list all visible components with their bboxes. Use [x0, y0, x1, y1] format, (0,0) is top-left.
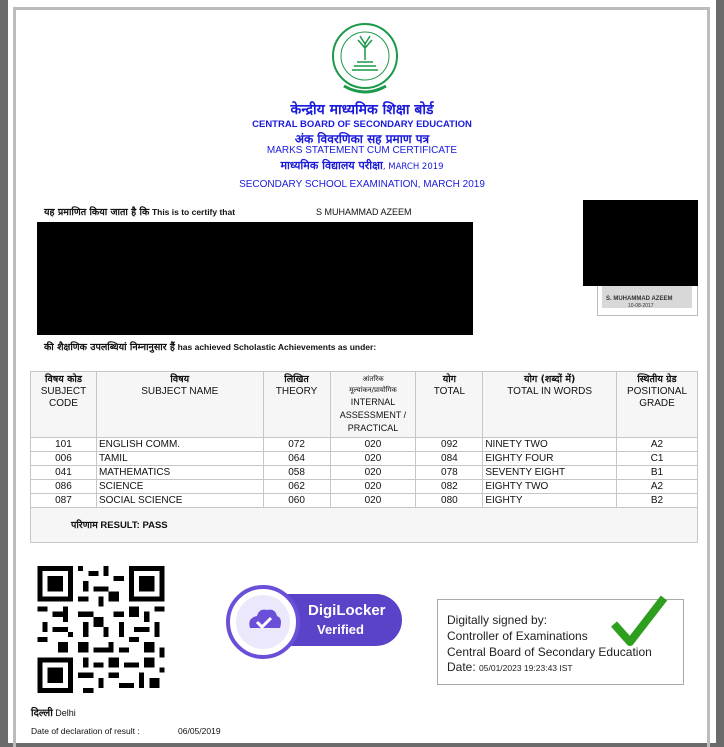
result-cell: परिणाम RESULT: PASS	[31, 508, 698, 543]
photo-date: 10-08-2017	[628, 303, 654, 309]
exam-title-hindi: माध्यमिक विद्यालय परीक्षा, MARCH 2019	[280, 159, 444, 172]
exam-title-english: SECONDARY SCHOOL EXAMINATION, MARCH 2019	[239, 179, 485, 190]
subject-name: MATHEMATICS	[96, 466, 263, 480]
photo-caption: S. MUHAMMAD AZEEM	[606, 296, 673, 302]
subject-code: 041	[31, 466, 97, 480]
board-name-english: CENTRAL BOARD OF SECONDARY EDUCATION	[252, 119, 472, 130]
student-name: S MUHAMMAD AZEEM	[316, 207, 412, 217]
result-row	[31, 508, 698, 543]
header-subject-name: विषय SUBJECT NAME	[96, 372, 263, 438]
theory-marks: 064	[263, 452, 330, 466]
table-row	[31, 466, 698, 480]
total-marks: 084	[416, 452, 483, 466]
subject-code: 006	[31, 452, 97, 466]
table-header-row	[31, 372, 698, 438]
total-in-words: EIGHTY FOUR	[483, 452, 617, 466]
subject-name: TAMIL	[96, 452, 263, 466]
theory-marks: 072	[263, 438, 330, 452]
signature-date: Date: 05/01/2023 19:23:43 IST	[447, 660, 573, 674]
signer-organization: Central Board of Secondary Education	[447, 645, 652, 659]
table-row	[31, 452, 698, 466]
marks-table	[30, 371, 698, 543]
positional-grade: C1	[617, 452, 698, 466]
internal-marks: 020	[330, 438, 416, 452]
total-marks: 082	[416, 480, 483, 494]
declaration-label: Date of declaration of result :	[31, 726, 140, 736]
digilocker-title: DigiLocker	[308, 602, 386, 619]
header-subject-code: विषय कोड SUBJECT CODE	[31, 372, 97, 438]
redacted-details	[37, 222, 473, 335]
internal-marks: 020	[330, 494, 416, 508]
subject-name: ENGLISH COMM.	[96, 438, 263, 452]
table-row	[31, 480, 698, 494]
total-marks: 092	[416, 438, 483, 452]
digital-signature-box	[437, 599, 684, 685]
total-in-words: EIGHTY	[483, 494, 617, 508]
digilocker-badge-icon	[225, 584, 404, 660]
subject-code: 087	[31, 494, 97, 508]
subject-code: 086	[31, 480, 97, 494]
total-marks: 080	[416, 494, 483, 508]
qr-code-icon	[37, 566, 165, 693]
positional-grade: A2	[617, 480, 698, 494]
subject-name: SOCIAL SCIENCE	[96, 494, 263, 508]
theory-marks: 060	[263, 494, 330, 508]
header-total: योग TOTAL	[416, 372, 483, 438]
certificate-title-english: MARKS STATEMENT CUM CERTIFICATE	[266, 145, 458, 156]
achievement-statement: की शैक्षणिक उपलब्धियां निम्नानुसार हैं has achieved Scholastic Achievements as under:	[44, 342, 377, 353]
digilocker-verified-badge	[225, 584, 404, 660]
signer-title: Controller of Examinations	[447, 629, 588, 643]
total-in-words: NINETY TWO	[483, 438, 617, 452]
certify-statement: यह प्रमाणित किया जाता है कि This is to certify that	[44, 207, 236, 218]
board-name-hindi: केन्द्रीय माध्यमिक शिक्षा बोर्ड	[290, 102, 434, 118]
total-in-words: SEVENTY EIGHT	[483, 466, 617, 480]
declaration-date: 06/05/2019	[178, 726, 221, 736]
positional-grade: B1	[617, 466, 698, 480]
signed-by-label: Digitally signed by:	[447, 613, 548, 627]
subject-code: 101	[31, 438, 97, 452]
header-theory: लिखित THEORY	[263, 372, 330, 438]
internal-marks: 020	[330, 466, 416, 480]
header-total-words: योग (शब्दों में) TOTAL IN WORDS	[483, 372, 617, 438]
theory-marks: 058	[263, 466, 330, 480]
table-row	[31, 494, 698, 508]
total-marks: 078	[416, 466, 483, 480]
theory-marks: 062	[263, 480, 330, 494]
positional-grade: B2	[617, 494, 698, 508]
header-grade: स्थितीय ग्रेड POSITIONAL GRADE	[617, 372, 698, 438]
table-row	[31, 438, 698, 452]
digilocker-verified-text: Verified	[317, 622, 364, 637]
total-in-words: EIGHTY TWO	[483, 480, 617, 494]
internal-marks: 020	[330, 480, 416, 494]
redacted-photo	[583, 200, 698, 286]
header-internal: आंतरिक मूल्यांकन/प्रायोगिक INTERNAL ASSESSMENT / PRACTICAL	[330, 372, 416, 438]
certificate-title-hindi: अंक विवरणिका सह प्रमाण पत्र	[294, 132, 430, 146]
positional-grade: A2	[617, 438, 698, 452]
checkmark-icon	[610, 594, 668, 649]
internal-marks: 020	[330, 452, 416, 466]
subject-name: SCIENCE	[96, 480, 263, 494]
issue-city: दिल्ली Delhi	[31, 708, 76, 719]
cbse-logo-icon	[330, 20, 400, 98]
